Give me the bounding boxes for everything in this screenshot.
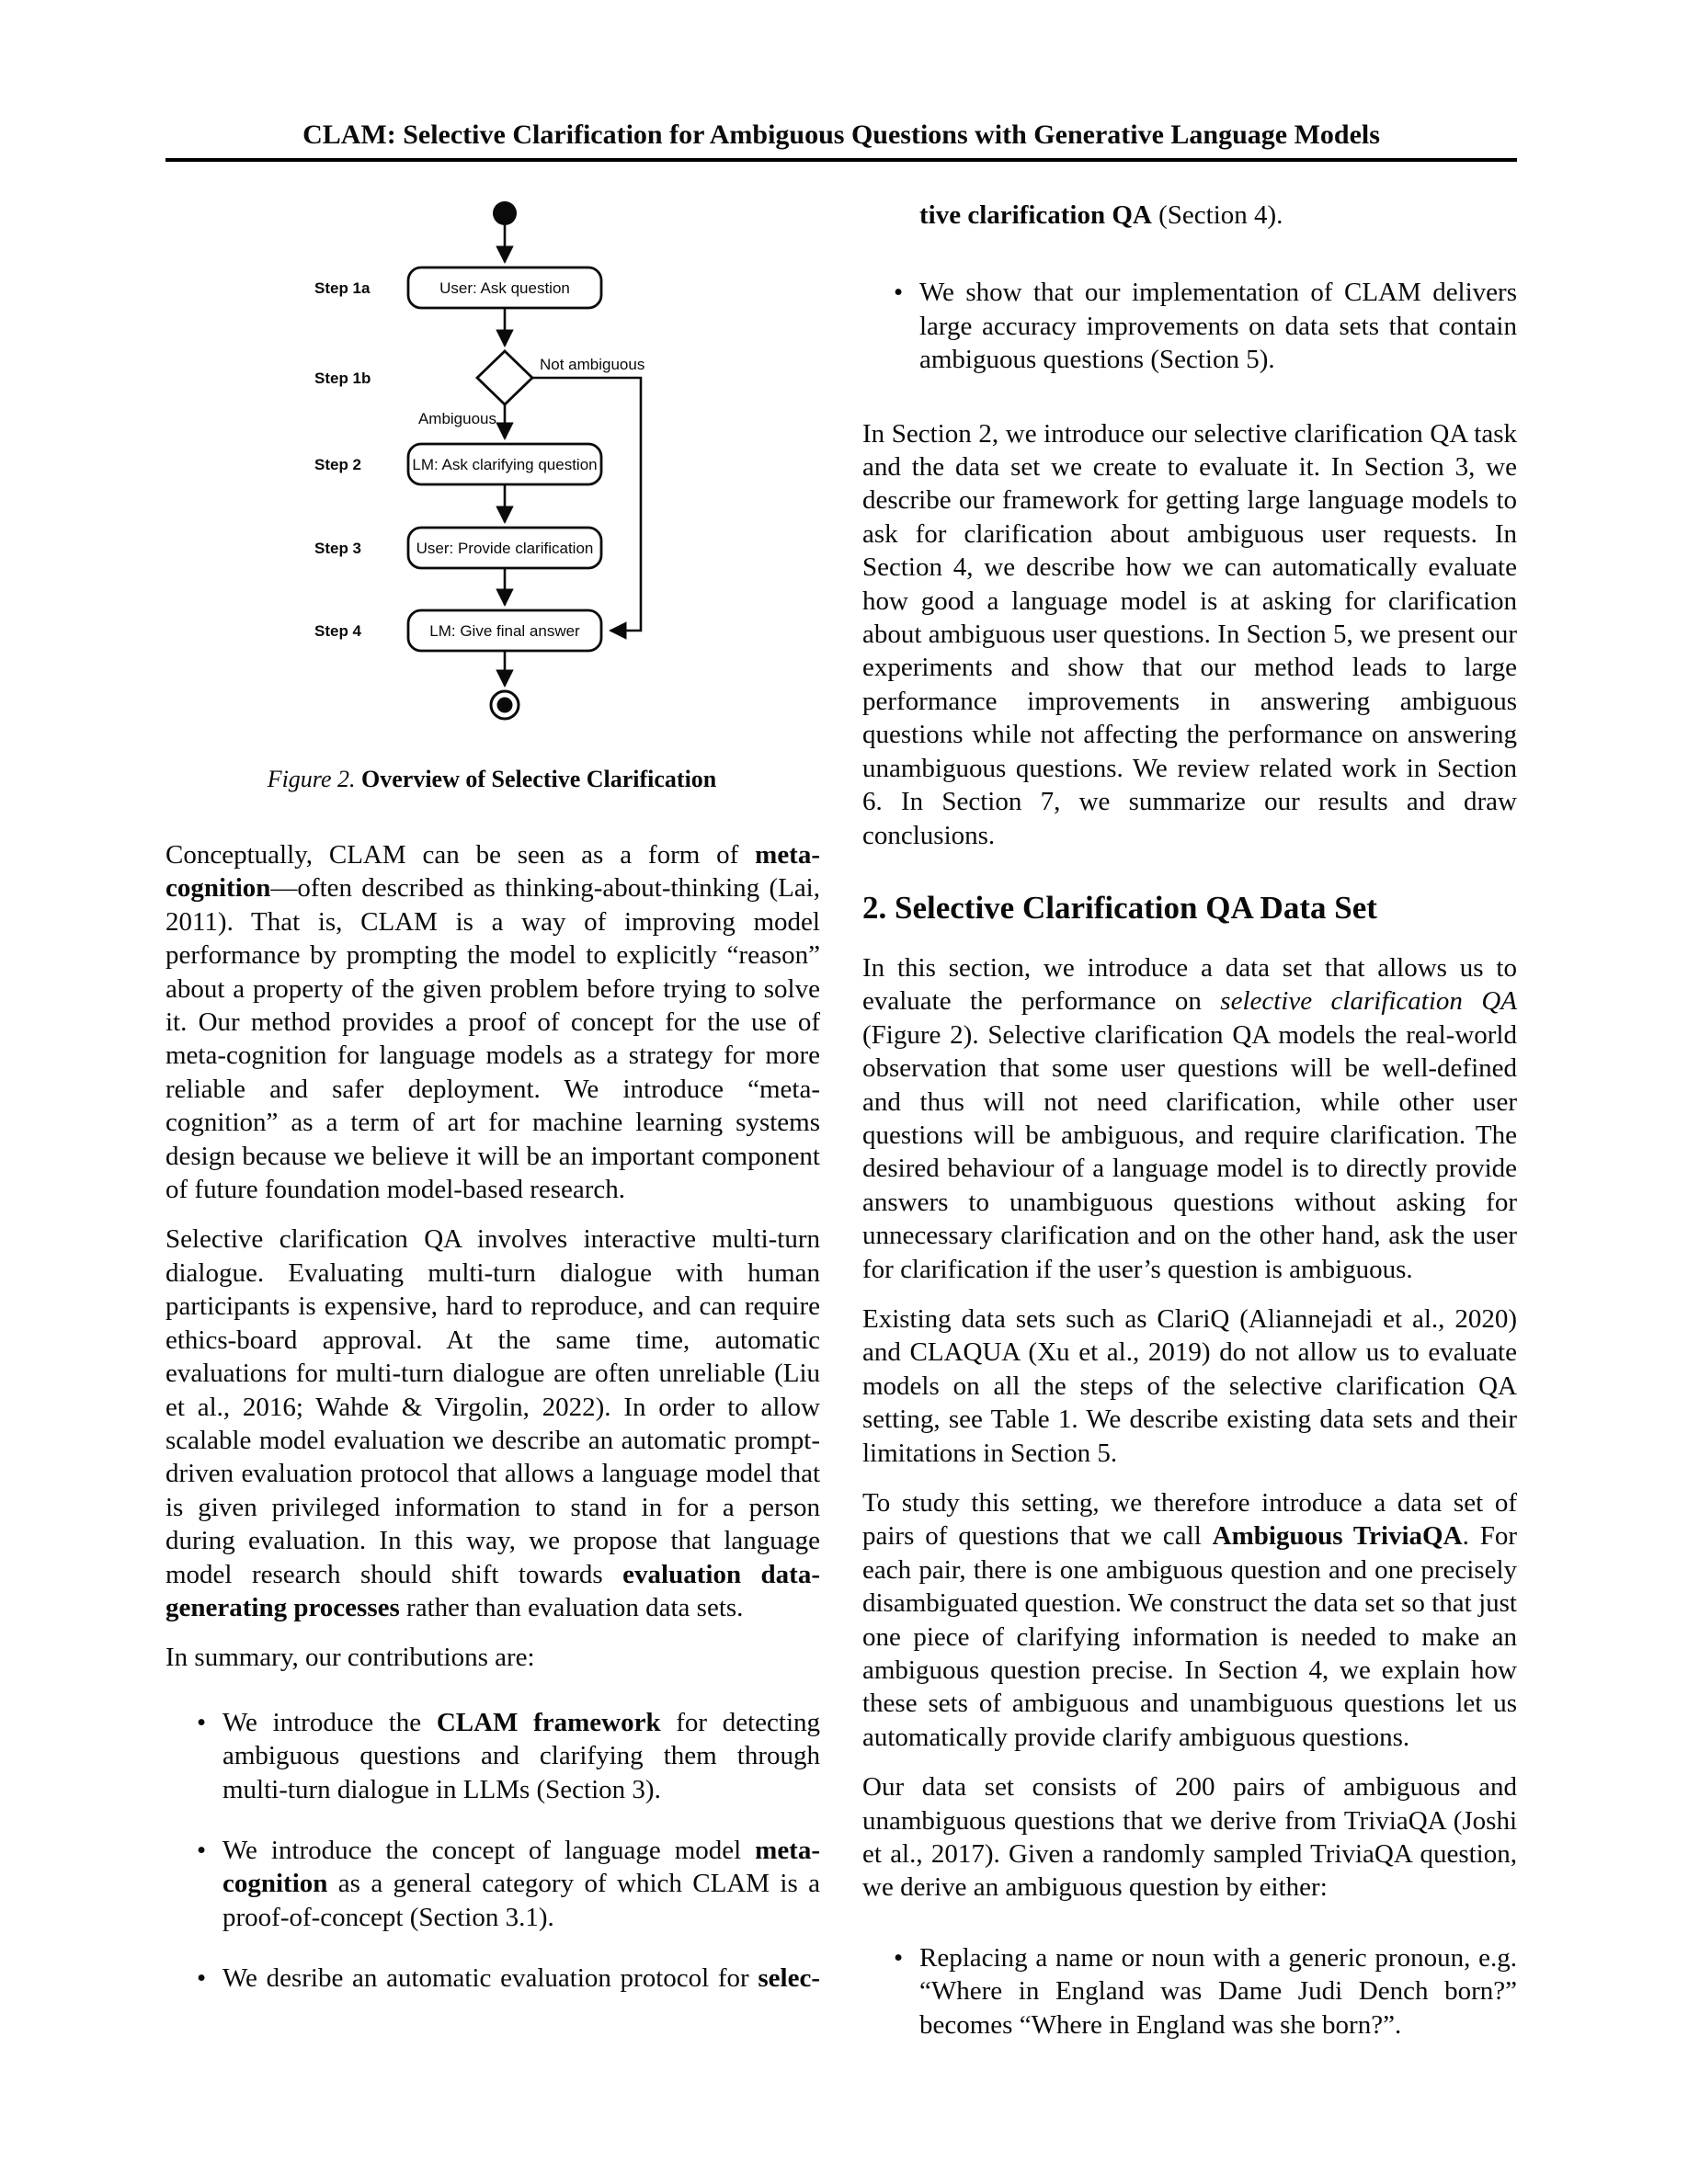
bullet-icon: • <box>197 1963 207 1994</box>
list-item-evaluation-protocol <box>165 1962 820 1995</box>
paragraph-dataset-size: Our data set consists of 200 pairs of ambiguous and unambiguous questions that we derive from TriviaQA (Joshi et al., 2017). Given a randomly sampled TriviaQA question, we derive an ambiguous question by either: <box>862 1772 1517 1903</box>
edge-not-ambiguous-branch <box>532 378 641 631</box>
list-item-text: We introduce the concept of language model <box>222 1835 756 1865</box>
figure2-caption <box>165 765 818 794</box>
edge-label-ambiguous: Ambiguous <box>417 410 496 427</box>
step2-label: Step 2 <box>314 456 362 473</box>
list-item-text: for detecting ambiguous questions and clarifying them through multi-turn dialogue in LLMs (Section 3). <box>222 1707 820 1804</box>
section-heading-2: 2. Selective Clarification QA Data Set <box>862 889 1377 926</box>
paragraph-dataset-intro <box>862 951 1517 1286</box>
contributions-list <box>165 1706 820 1996</box>
bullet-icon: • <box>894 278 904 308</box>
bold-term-tive-clarification-qa: tive clarification QA <box>919 200 1152 230</box>
bold-term-ambiguous-triviaqa: Ambiguous TriviaQA <box>1212 1521 1463 1552</box>
step1b-label: Step 1b <box>314 370 371 387</box>
list-item-text: We desribe an automatic evaluation protocol for <box>222 1963 758 1994</box>
end-node-inner <box>497 698 513 713</box>
paragraph-selective-clarification <box>165 1223 820 1624</box>
paragraph-text: In this section, we introduce a data set that allows us to evaluate the performance on <box>862 952 1517 1017</box>
step4-label: Step 4 <box>314 622 362 640</box>
start-node <box>493 201 517 225</box>
bold-term-clam-framework: CLAM framework <box>436 1707 661 1737</box>
list-item-accuracy-improvements <box>862 276 1517 376</box>
activity-box-clarifying-question-text: LM: Ask clarifying question <box>412 456 598 473</box>
figure2-activity-diagram <box>165 182 818 734</box>
paragraph-text: Conceptually, CLAM can be seen as a form of <box>165 840 756 870</box>
bold-term-selec: selec- <box>758 1963 820 1994</box>
activity-box-provide-clarification-text: User: Provide clarification <box>416 540 594 557</box>
figure2-caption-label: Figure 2. <box>267 766 356 792</box>
paragraph-text: To study this setting, we therefore introduce a data set of pairs of questions that we call <box>862 1488 1517 1552</box>
italic-term-selective-clarification-qa: selective clarification QA <box>1220 986 1518 1017</box>
list-item-text: as a general category of which CLAM is a proof-of-concept (Section 3.1). <box>222 1869 820 1932</box>
list-item-text: We show that our implementation of CLAM delivers large accuracy improvements on data sets that contain ambiguous questions (Section 5). <box>919 278 1517 375</box>
paragraph-ambiguous-triviaqa <box>862 1486 1517 1754</box>
figure2-caption-text: Overview of Selective Clarification <box>361 766 717 792</box>
decision-diamond <box>477 351 532 404</box>
list-item-text: (Section 4). <box>1151 200 1283 230</box>
bold-term-meta-cognition: meta-cognition <box>222 1835 820 1899</box>
title-rule <box>165 158 1517 162</box>
list-item-replacing-pronoun <box>862 1941 1517 2042</box>
left-column <box>165 838 820 2023</box>
list-item-text: We introduce the <box>222 1707 437 1737</box>
bullet-icon: • <box>197 1707 207 1737</box>
step3-label: Step 3 <box>314 540 362 557</box>
bold-term-evaluation-processes: evaluation data-generating processes <box>165 1559 820 1622</box>
paragraph-metacognition <box>165 838 820 1206</box>
running-title: CLAM: Selective Clarification for Ambiguous Questions with Generative Language Models <box>302 119 1380 150</box>
paragraph-section-overview: In Section 2, we introduce our selective clarification QA task and the data set we create to evaluate it. In Section 3, we describe our framework for getting large language models to ask for clarification about ambiguous user requests. In Section 4, we describe how we can automatically evaluate how good a language model is at asking for clarification about ambiguous user questions. In Section 5, we present our experiments and show that our method leads to large performance improvements in answering ambiguous questions while not affecting the performance on answering unambiguous questions. We review related work in Section 6. In Section 7, we summarize our results and draw conclusions. <box>862 418 1517 850</box>
step1a-label: Step 1a <box>314 279 371 297</box>
list-item-metacognition-concept <box>165 1834 820 1934</box>
paragraph-text: Selective clarification QA involves interactive multi-turn dialogue. Evaluating multi-turn dialogue with human participants is expensive, hard to reproduce, and can require ethics-board approval. At the same time, automatic evaluations for multi-turn dialogue are often unreliable (Liu et al., 2016; Wahde & Virgolin, 2022). In order to allow scalable model evaluation we describe an automatic prompt-driven evaluation protocol that allows a language model that is given privileged information to stand in for a person during evaluation. In this way, we propose that language model research should shift towards <box>165 1224 820 1589</box>
paragraph-existing-datasets: Existing data sets such as ClariQ (Aliannejadi et al., 2020) and CLAQUA (Xu et al., 2019) do not allow us to evaluate models on all the steps of the selective clarification QA setting, see Table 1. We describe existing data sets and their limitations in Section 5. <box>862 1303 1517 1468</box>
paragraph-text: . For each pair, there is one ambiguous question and one precisely disambiguated question. We construct the data set so that just one piece of clarifying information is needed to make an ambiguous question precise. In Section 4, we explain how these sets of ambiguous and unambiguous questions let us automatically provide clarify ambiguous questions. <box>862 1521 1518 1752</box>
bullet-icon: • <box>197 1835 207 1865</box>
activity-box-ask-question-text: User: Ask question <box>439 279 570 297</box>
activity-box-final-answer-text: LM: Give final answer <box>429 622 580 640</box>
bullet-icon: • <box>894 1942 904 1973</box>
paragraph-text: rather than evaluation data sets. <box>399 1592 744 1622</box>
right-column <box>862 199 1517 2069</box>
paragraph-contributions-intro: In summary, our contributions are: <box>165 1643 535 1673</box>
bold-term-meta-cognition: meta-cognition <box>165 840 820 904</box>
list-item-text: Replacing a name or noun with a generic pronoun, e.g. “Where in England was Dame Judi Dench born?” becomes “Where in England was she born?”. <box>919 1942 1517 2040</box>
edge-label-not-ambiguous: Not ambiguous <box>540 356 645 373</box>
paragraph-text: —often described as thinking-about-thinking (Lai, 2011). That is, CLAM is a way of improving model performance by prompting the model to explicitly “reason” about a property of the given problem before trying to solve it. Our method provides a proof of concept for the use of meta-cognition for language models as a strategy for more reliable and safer deployment. We introduce “meta-cognition” as a term of art for machine learning systems design because we believe it will be an important component of future foundation model-based research. <box>165 873 820 1205</box>
paragraph-text: (Figure 2). Selective clarification QA models the real-world observation that some user questions will be well-defined and thus will not need clarification, while other user questions will be ambiguous, and require clarification. The desired behaviour of a language model is to directly provide answers to unambiguous questions without asking for unnecessary clarification and on the other hand, ask the user for clarification if the user’s question is ambiguous. <box>862 1019 1517 1284</box>
list-item-continuation <box>862 199 1517 232</box>
list-item-clam-framework <box>165 1706 820 1806</box>
